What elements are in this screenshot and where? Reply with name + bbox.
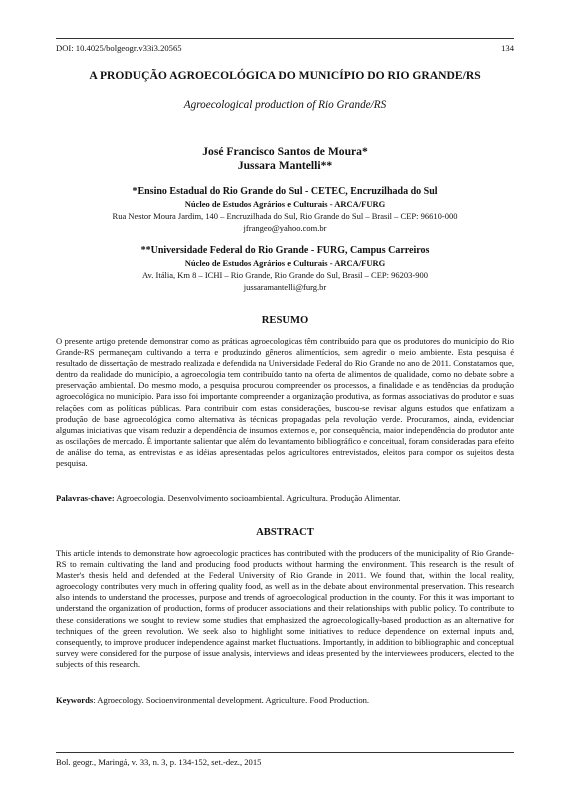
author-1: José Francisco Santos de Moura* <box>202 145 368 158</box>
abstract-heading: ABSTRACT <box>256 527 314 538</box>
running-header <box>56 43 514 53</box>
palavras-chave <box>56 493 514 503</box>
affiliation-1-email[interactable]: jfrangeo@yahoo.com.br <box>243 223 327 233</box>
affiliation-1-unit: Núcleo de Estudos Agrários e Culturais - ARCA/FURG <box>184 199 386 209</box>
article-subtitle: Agroecological production of Rio Grande/RS <box>183 99 387 111</box>
abstract-text: This article intends to demonstrate how agroecologic practices has contributed with the producers of the municipality of Rio Grande-RS to remain cultivating the land and producing food products without harming the environment. This research is the result of Master's thesis held and defended at the Federal University of Rio Grande in 2011. We found that, within the local reality, agroecology contributes very much in offering quality food, as well as in the debate about environmental preservation. This research also intends to understand the processes, purpose and trends of agroecological production in the county. For this it was important to understand the organization of production, forms of producer associations and their relationships with public policy. To contribute to these considerations we sought to review some studies that emphasized the agroecologically-based production as an alternative for techniques of the green revolution. We seek also to highlight some initiatives to reduce dependence on external inputs and, consequently, to improve producer independence against market fluctuations. Importantly, in addition to bibliographic and conceptual survey were considered for the purpose of issue analysis, interviews and ideas presented by the interviewees producers, elected to the subjects of this research. <box>56 548 514 669</box>
affiliation-1-name: *Ensino Estadual do Rio Grande do Sul - CETEC, Encruzilhada do Sul <box>132 186 438 197</box>
top-rule <box>56 38 514 39</box>
keywords-label: Keywords <box>56 695 94 705</box>
resumo-heading: RESUMO <box>261 315 309 326</box>
affiliation-2-name: **Universidade Federal do Rio Grande - FURG, Campus Carreiros <box>140 245 430 256</box>
palavras-chave-label: Palavras-chave: <box>56 493 115 503</box>
footer-citation: Bol. geogr., Maringá, v. 33, n. 3, p. 134-152, set.-dez., 2015 <box>56 757 262 767</box>
doi-text[interactable]: DOI: 10.4025/bolgeogr.v33i3.20565 <box>56 43 182 53</box>
author-2: Jussara Mantelli** <box>237 159 333 172</box>
affiliation-1-address: Rua Nestor Moura Jardim, 140 – Encruzilhada do Sul, Rio Grande do Sul – Brasil – CEP: 96610-000 <box>112 211 458 221</box>
keywords <box>56 695 514 705</box>
palavras-chave-text: Agroecologia. Desenvolvimento socioambiental. Agricultura. Produção Alimentar. <box>116 493 401 503</box>
page-number: 134 <box>501 43 514 53</box>
article-title: A PRODUÇÃO AGROECOLÓGICA DO MUNICÍPIO DO RIO GRANDE/RS <box>89 69 481 82</box>
resumo-text: O presente artigo pretende demonstrar como as práticas agroecologicas têm contribuído para que os produtores do município do Rio Grande-RS permaneçam cultivando a terra e produzindo gêneros alimentícios, sem agredir o meio ambiente. Esta pesquisa é resultado de dissertação de mestrado realizada e defendida na Universidade Federal do Rio Grande no ano de 2011. Constatamos que, dentro da realidade do município, a agroecologia tem contribuído tanto na oferta de alimentos de qualidade, como no debate sobre a preservação ambiental. Do mesmo modo, a pesquisa procurou compreender os processos, a finalidade e as tendências da produção agroecológica no município. Para isso foi importante compreender a organização produtiva, as formas associativas do produtor e suas relações com as políticas públicas. Para contribuir com estas considerações, buscou-se revisar alguns estudos que enfatizam a produção de base agroecológica como alternativa às técnicas propagadas pela revolução verde. Procuramos, ainda, evidenciar algumas iniciativas que visam reduzir a dependência de insumos externos e, por consequência, maior independência do produtor ante as oscilações de mercado. É importante salientar que além do levantamento bibliográfico e conceitual, foram consideradas para efeito de análise do tema, as entrevistas e as idéias apresentadas pelos agricultores entrevistados, eleitos para compor os sujeitos desta pesquisa. <box>56 336 514 469</box>
affiliation-2-email[interactable]: jussaramantelli@furg.br <box>243 282 327 292</box>
affiliation-2-address: Av. Itália, Km 8 – ICHI – Rio Grande, Rio Grande do Sul, Brasil – CEP: 96203-900 <box>142 270 428 280</box>
bottom-rule <box>56 752 514 753</box>
keywords-text: : Agroecology. Socioenvironmental development. Agriculture. Food Production. <box>93 695 370 705</box>
affiliation-2-unit: Núcleo de Estudos Agrários e Culturais - ARCA/FURG <box>184 258 386 268</box>
